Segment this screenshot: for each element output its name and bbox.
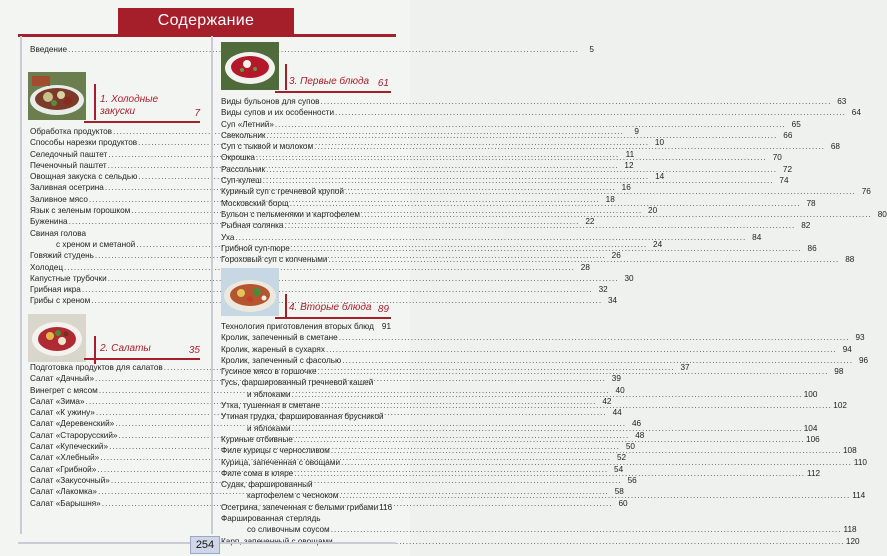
toc-entry	[221, 513, 391, 524]
toc-entry-title: Салат «Барышня»	[30, 498, 101, 508]
toc-entry-page: 106	[806, 434, 820, 444]
toc-entry-page: 88	[845, 255, 855, 265]
salads-photo	[28, 314, 86, 362]
toc-entry-title: Гусь, фаршированный гречневой кашей	[221, 378, 374, 388]
toc-entry-page: 18	[605, 194, 615, 204]
toc-entry	[221, 130, 793, 141]
toc-entry-title: Салат «Лакомка»	[30, 487, 97, 497]
toc-entry-page: 74	[779, 176, 789, 186]
toc-entry-page: 9	[634, 127, 639, 136]
toc-entry	[221, 321, 391, 332]
toc-entry-title: Рыбная солянка	[221, 221, 284, 231]
toc-entry-page: 68	[830, 142, 840, 152]
toc-entry	[30, 44, 594, 55]
section-4-rule	[275, 317, 391, 319]
toc-entry-title: Свиная голова	[30, 228, 87, 238]
section-3-rule	[275, 91, 391, 93]
toc-entry-title: Судак, фаршированный	[221, 480, 313, 490]
toc-entry-page: 56	[627, 475, 637, 485]
toc-entry-page: 63	[837, 97, 847, 106]
toc-entry-page: 12	[624, 160, 634, 170]
toc-entry-page: 100	[803, 389, 818, 399]
toc-leader-dots	[344, 186, 857, 197]
toc-entry-title: Овощная закуска с сельдью	[30, 172, 138, 182]
main-courses-photo	[221, 268, 279, 316]
toc-entry-page: 108	[842, 446, 857, 456]
toc-entry-title: Виды супов и их особенности	[221, 108, 335, 118]
toc-leader-dots	[266, 130, 779, 141]
page-title: Содержание	[118, 8, 294, 34]
toc-entry-title: Салат «Старорусский»	[30, 430, 118, 440]
toc-leader-dots	[262, 175, 775, 186]
toc-entry-page: 39	[611, 374, 621, 384]
toc-leader-dots	[341, 355, 854, 366]
toc-entry-title: Обработка продуктов	[30, 127, 113, 136]
toc-entry	[30, 284, 608, 295]
toc-entry-page: 70	[772, 153, 782, 163]
toc-entry-title: Осетрина, запеченная с белыми грибами	[221, 502, 379, 512]
section-2-title	[100, 343, 200, 357]
toc-entry-page: 5	[589, 45, 594, 54]
toc-entry-page: 80	[877, 209, 887, 219]
toc-entry-title: Капустные трубочки	[30, 273, 107, 283]
toc-entry-page: 24	[653, 239, 663, 249]
section-title-line: закуски	[100, 106, 136, 117]
toc-entry-page: 30	[624, 273, 634, 283]
toc-entry-title: Суп с тыквой и молоком	[221, 142, 314, 152]
toc-leader-dots	[330, 524, 843, 535]
toc-entry-title: Грибная икра	[30, 285, 81, 295]
section-1-rule	[84, 121, 200, 123]
toc-entry-title: Кролик, запеченный с фасолью	[221, 355, 342, 365]
section-title-line: 1. Холодные	[100, 94, 159, 105]
toc-entry-title: Введение	[30, 45, 68, 54]
toc-entry	[221, 502, 391, 513]
toc-entry-title: с хреном и сметаной	[56, 239, 136, 249]
toc-leader-dots	[325, 344, 838, 355]
toc-entry-title: Суп «Летний»	[221, 119, 274, 129]
toc-entry-title: Салат «Деревенский»	[30, 419, 115, 429]
toc-entry-page: 16	[621, 183, 631, 193]
page-number: 254	[190, 536, 220, 554]
toc-entry-page: 84	[752, 232, 762, 242]
toc-leader-dots	[234, 232, 747, 243]
toc-entry-page: 48	[635, 430, 645, 440]
toc-entry-page: 44	[612, 408, 622, 418]
toc-entry-page: 78	[806, 198, 816, 208]
toc-entry-page: 116	[379, 502, 393, 512]
toc-entry-page: 82	[801, 221, 811, 231]
toc-leader-dots	[319, 96, 832, 107]
toc-entry-page: 104	[803, 423, 818, 433]
toc-entry-title: и яблоками	[247, 389, 291, 399]
toc-entry-page: 86	[807, 243, 817, 253]
section-title-line: 2. Салаты	[100, 343, 151, 354]
toc-entry-page: 96	[858, 355, 869, 365]
toc-entry-title: Московский борщ	[221, 198, 289, 208]
toc-entry-title: Салат «Грибной»	[30, 464, 97, 474]
toc-leader-dots	[338, 332, 851, 343]
toc-entry	[30, 273, 634, 284]
section-4-marker	[285, 294, 287, 318]
toc-entry-page: 98	[834, 367, 844, 377]
toc-entry-title: Уха	[221, 232, 235, 242]
toc-entry-page: 37	[680, 363, 690, 372]
toc-entry-page: 94	[842, 344, 852, 354]
toc-entry-title: Гороховый суп с копчеными	[221, 255, 328, 265]
first-courses-photo	[221, 42, 279, 90]
toc-entry-page: 58	[614, 487, 624, 497]
toc-leader-dots	[289, 198, 802, 209]
toc-entry	[221, 332, 865, 343]
toc-entry	[221, 232, 762, 243]
toc-entry-title: Печеночный паштет	[30, 160, 107, 170]
toc-entry-page: 114	[852, 491, 866, 501]
toc-leader-dots	[313, 141, 826, 152]
toc-entry-title: Окрошка	[221, 153, 255, 163]
intro-list	[30, 44, 594, 55]
toc-entry-page: 120	[845, 536, 860, 546]
toc-entry-title: Куриный суп с гречневой крупой	[221, 187, 344, 197]
toc-leader-dots	[291, 389, 804, 400]
section-page-number: 89	[377, 304, 389, 315]
toc-entry-page: 93	[855, 333, 865, 343]
toc-entry-title: картофелем с чесноком	[247, 491, 339, 501]
toc-entry-title: Буженина	[30, 217, 68, 227]
toc-entry-title: Суп-кулеш	[221, 176, 262, 186]
toc-entry-title: Говяжий студень	[30, 251, 94, 261]
toc-entry-page: 22	[585, 217, 595, 227]
toc-entry-title: Салат «Дачный»	[30, 374, 95, 384]
toc-entry-page: 118	[843, 525, 857, 535]
toc-entry-page: 112	[807, 468, 821, 478]
toc-leader-dots	[274, 119, 787, 130]
toc-entry	[221, 355, 869, 366]
toc-leader-dots	[333, 536, 846, 547]
toc-entry-title: Винегрет с мясом	[30, 385, 98, 395]
toc-entry	[221, 377, 391, 388]
toc-entry-page: 102	[833, 401, 847, 411]
toc-entry-title: Свекольник	[221, 130, 266, 140]
toc-entry-page: 54	[614, 464, 624, 474]
toc-entry-title: Кролик, запеченный в сметане	[221, 333, 338, 343]
toc-leader-dots	[320, 400, 833, 411]
toc-entry-page: 66	[783, 130, 793, 140]
toc-entry-title: Виды бульонов для супов	[221, 97, 320, 106]
toc-leader-dots	[327, 254, 840, 265]
toc-leader-dots	[283, 220, 796, 231]
toc-entry-page: 32	[598, 285, 608, 295]
toc-entry-title: Фаршированная стерлядь	[221, 514, 321, 524]
toc-leader-dots	[255, 152, 768, 163]
toc-entry-page: 64	[851, 108, 861, 118]
toc-entry-title: Салат «К ужину»	[30, 408, 95, 418]
toc-entry-title: Заливное мясо	[30, 194, 88, 204]
toc-entry-title: Кролик, жареный в сухарях	[221, 344, 325, 354]
toc-entry-title: Язык с зеленым горошком	[30, 206, 131, 216]
toc-entry-title: Гусиное мясо в горшочке	[221, 367, 317, 377]
section-3-title	[289, 76, 389, 90]
toc-entry-page: 46	[631, 419, 642, 429]
toc-entry-page: 10	[654, 138, 665, 148]
toc-entry-page: 50	[625, 442, 635, 452]
toc-entry-page: 52	[616, 453, 627, 463]
toc-entry-title: Технология приготовления вторых блюд	[221, 322, 374, 331]
toc-entry	[221, 524, 857, 535]
toc-entry-title: Салат «Купеческий»	[30, 442, 109, 452]
toc-leader-dots	[293, 434, 806, 445]
toc-leader-dots	[330, 445, 843, 456]
toc-entry-page: 65	[791, 119, 801, 129]
toc-leader-dots	[265, 164, 778, 175]
section-page-number: 7	[194, 108, 200, 119]
toc-leader-dots	[317, 366, 830, 377]
toc-entry-page: 76	[861, 187, 871, 197]
toc-entry-page: 72	[782, 164, 792, 174]
toc-entry-title: Салат «Хлебный»	[30, 453, 100, 463]
toc-entry	[30, 228, 201, 239]
toc-entry-title: Заливная осетрина	[30, 183, 104, 193]
toc-entry-title: и яблоками	[247, 423, 291, 433]
cold-appetizers-photo	[28, 72, 86, 120]
toc-entry	[221, 107, 861, 118]
toc-entry-title: Салат «Зима»	[30, 396, 85, 406]
toc-entry-title: Подготовка продуктов для салатов	[30, 363, 163, 372]
section-4-title	[289, 302, 389, 316]
section-title-line: 3. Первые блюда	[289, 76, 370, 87]
toc-entry-page: 110	[853, 457, 867, 467]
section-3-marker	[285, 64, 287, 90]
toc-entry-title: Филе курицы с черносливом	[221, 446, 330, 456]
toc-entry	[221, 96, 847, 107]
section-1-title	[100, 94, 200, 120]
toc-entry-title: Рассольник	[221, 164, 266, 174]
toc-entry-title: Куриные отбивные	[221, 434, 293, 444]
toc-entry-title: Грибы с хреном	[30, 296, 91, 306]
toc-leader-dots	[293, 468, 806, 479]
section-title-line: 4. Вторые блюда	[289, 302, 372, 313]
toc-entry	[221, 479, 391, 490]
section-page-number: 35	[188, 345, 200, 356]
toc-leader-dots	[290, 243, 803, 254]
section-page-number: 61	[377, 78, 389, 89]
toc-entry-title: Филе сома в кляре	[221, 468, 294, 478]
toc-leader-dots	[334, 107, 847, 118]
toc-entry-page: 91	[381, 322, 391, 331]
toc-leader-dots	[340, 457, 853, 468]
toc-entry-title: Способы нарезки продуктов	[30, 138, 138, 148]
toc-entry-page: 20	[648, 206, 658, 216]
toc-entry-title: Салат «Закусочный»	[30, 475, 110, 485]
section-2-rule	[84, 358, 200, 360]
toc-leader-dots	[338, 490, 851, 501]
toc-leader-dots	[291, 423, 804, 434]
toc-entry-page: 40	[615, 385, 625, 395]
toc-entry-page: 14	[655, 172, 665, 182]
toc-entry-title: Холодец	[30, 262, 64, 272]
toc-entry-title: со сливочным соусом	[247, 525, 330, 535]
toc-entry-page: 26	[611, 251, 621, 261]
toc-entry-title: Селедочный паштет	[30, 149, 108, 159]
toc-leader-dots	[360, 209, 873, 220]
toc-entry-page: 60	[618, 498, 628, 508]
toc-entry-page: 28	[580, 262, 590, 272]
toc-entry	[30, 295, 618, 306]
toc-entry	[221, 119, 801, 130]
section-1-marker	[94, 84, 96, 120]
toc-entry	[30, 262, 590, 273]
toc-entry-title: Утка, тушенная в сметане	[221, 401, 321, 411]
toc-entry	[221, 411, 391, 422]
toc-entry-page: 42	[602, 396, 612, 406]
toc-entry-page: 11	[625, 149, 635, 159]
toc-entry-title: Курица, запеченная с овощами	[221, 457, 341, 467]
toc-entry-title: Бульон с пельменями и картофелем	[221, 209, 360, 219]
toc-entry	[221, 344, 852, 355]
toc-entry-page: 34	[608, 296, 618, 306]
toc-entry-title: Утиная грудка, фаршированная брусникой	[221, 412, 384, 422]
toc-entry-title: Грибной суп-пюре	[221, 243, 290, 253]
